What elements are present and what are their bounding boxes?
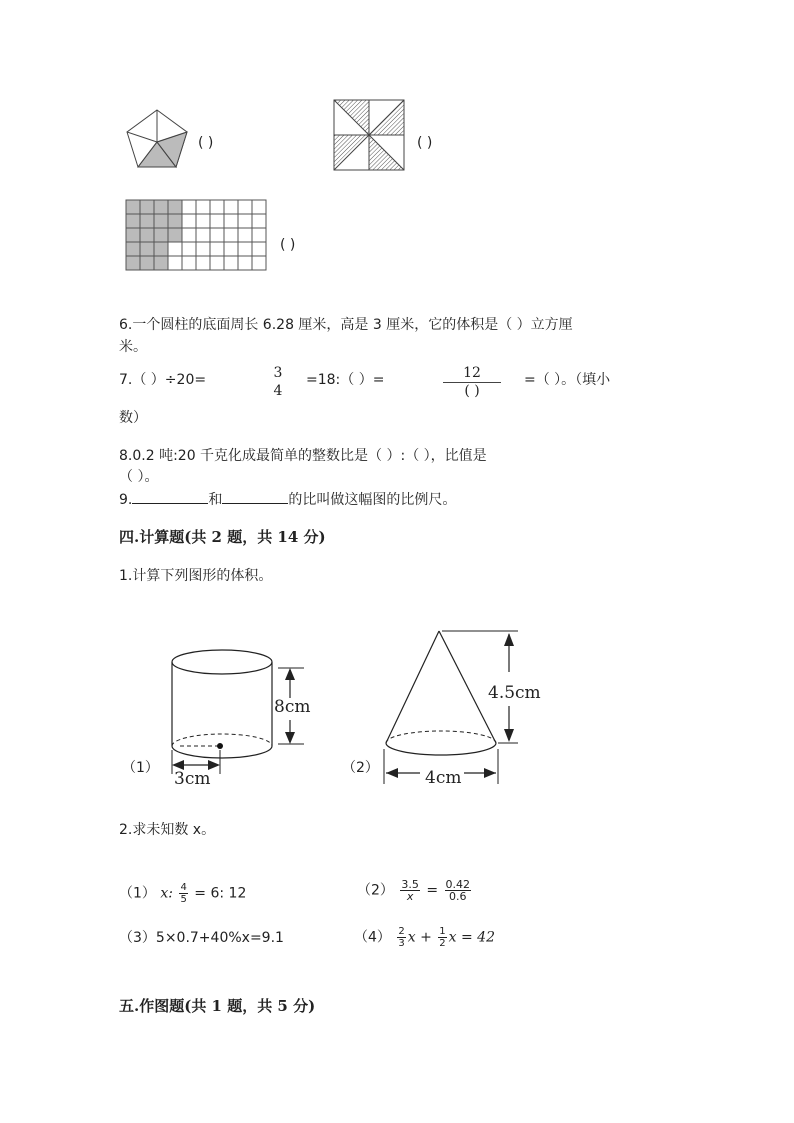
calc1-prompt: 1.计算下列图形的体积。: [119, 568, 273, 584]
grid-figure: [125, 199, 267, 271]
eq4-end: x = 42: [448, 929, 495, 946]
eq4-f1-den: 3: [398, 938, 405, 949]
q7-frac1-num: 3: [273, 365, 283, 381]
eq2-right-num: 0.42: [445, 878, 471, 891]
eq4-label: （4）: [354, 929, 391, 946]
q7-mid: =18:（ ）=: [306, 372, 385, 388]
q7-frac1: [270, 364, 286, 400]
q8-line2: （ ）。: [119, 469, 159, 485]
eq1-rest: = 6: 12: [194, 885, 247, 902]
eq1-fraction: [179, 882, 187, 905]
q7-frac2: [443, 365, 501, 400]
eq4-f2-num: 1: [439, 926, 446, 937]
eq1-x: x:: [160, 885, 173, 902]
pentagon-figure: [124, 108, 190, 170]
square-answer[interactable]: ( ): [417, 135, 433, 151]
eq2-right-fraction: [445, 879, 472, 902]
cylinder-label: （1）: [122, 760, 159, 776]
q6-line1: 6.一个圆柱的底面周长 6.28 厘米，高是 3 厘米，它的体积是（ ）立方厘: [119, 317, 573, 333]
q7-tail: =（ ）。（填小: [524, 372, 611, 388]
cylinder-radius-label: 3cm: [174, 769, 211, 789]
section5-title: 五.作图题(共 1 题，共 5 分): [119, 997, 316, 1015]
q9-blank-2[interactable]: [222, 489, 288, 504]
q7-frac2-den[interactable]: ( ): [464, 383, 480, 399]
eq4-f2-den: 2: [439, 938, 446, 949]
q9-line: [119, 489, 456, 510]
eq2-right-den: 0.6: [449, 890, 467, 903]
cone-height-label: 4.5cm: [488, 683, 541, 703]
cone-diameter-label: 4cm: [425, 768, 462, 788]
eq2-equals: =: [426, 882, 439, 899]
cone-figure: [380, 626, 530, 786]
eq4-mid: x +: [407, 929, 432, 946]
eq2-left-den: x: [406, 890, 414, 903]
section4-title: 四.计算题(共 2 题，共 14 分): [119, 528, 326, 546]
calc2-prompt: 2.求未知数 x。: [119, 822, 216, 838]
eq2-left-fraction: [400, 879, 420, 902]
equation-3: （3）5×0.7+40%x=9.1: [119, 930, 284, 946]
eq4-fraction-1: [397, 926, 405, 949]
q6-line2: 米。: [119, 339, 147, 355]
q9-mid: 和: [208, 492, 223, 508]
cone-label: （2）: [342, 760, 379, 776]
grid-answer[interactable]: ( ): [280, 237, 296, 253]
eq1-frac-num: 4: [180, 882, 187, 893]
equation-2: [357, 879, 473, 902]
q8-line1: 8.0.2 吨:20 千克化成最简单的整数比是（ ）:（ ），比值是: [119, 448, 487, 464]
q9-blank-1[interactable]: [132, 489, 208, 504]
eq2-label: （2）: [357, 882, 394, 899]
eq2-left-num: 3.5: [401, 878, 419, 891]
q9-suffix: 的比叫做这幅图的比例尺。: [288, 492, 457, 508]
cylinder-figure: [168, 648, 311, 788]
cylinder-height-label: 8cm: [274, 697, 311, 717]
q9-prefix: 9.: [119, 492, 133, 508]
pentagon-answer[interactable]: ( ): [198, 135, 214, 151]
q7-frac2-num: 12: [443, 365, 501, 383]
equation-4: [354, 926, 495, 949]
eq1-label: （1）: [119, 885, 156, 902]
q7-line2: 数）: [119, 410, 147, 426]
equation-1: [119, 882, 246, 905]
square-figure: [333, 99, 405, 171]
eq4-f1-num: 2: [398, 926, 405, 937]
eq4-fraction-2: [438, 926, 446, 949]
eq1-frac-den: 5: [180, 894, 187, 905]
q7-lead: 7.（ ）÷20=: [119, 372, 207, 388]
q7-frac1-den: 4: [273, 383, 283, 399]
